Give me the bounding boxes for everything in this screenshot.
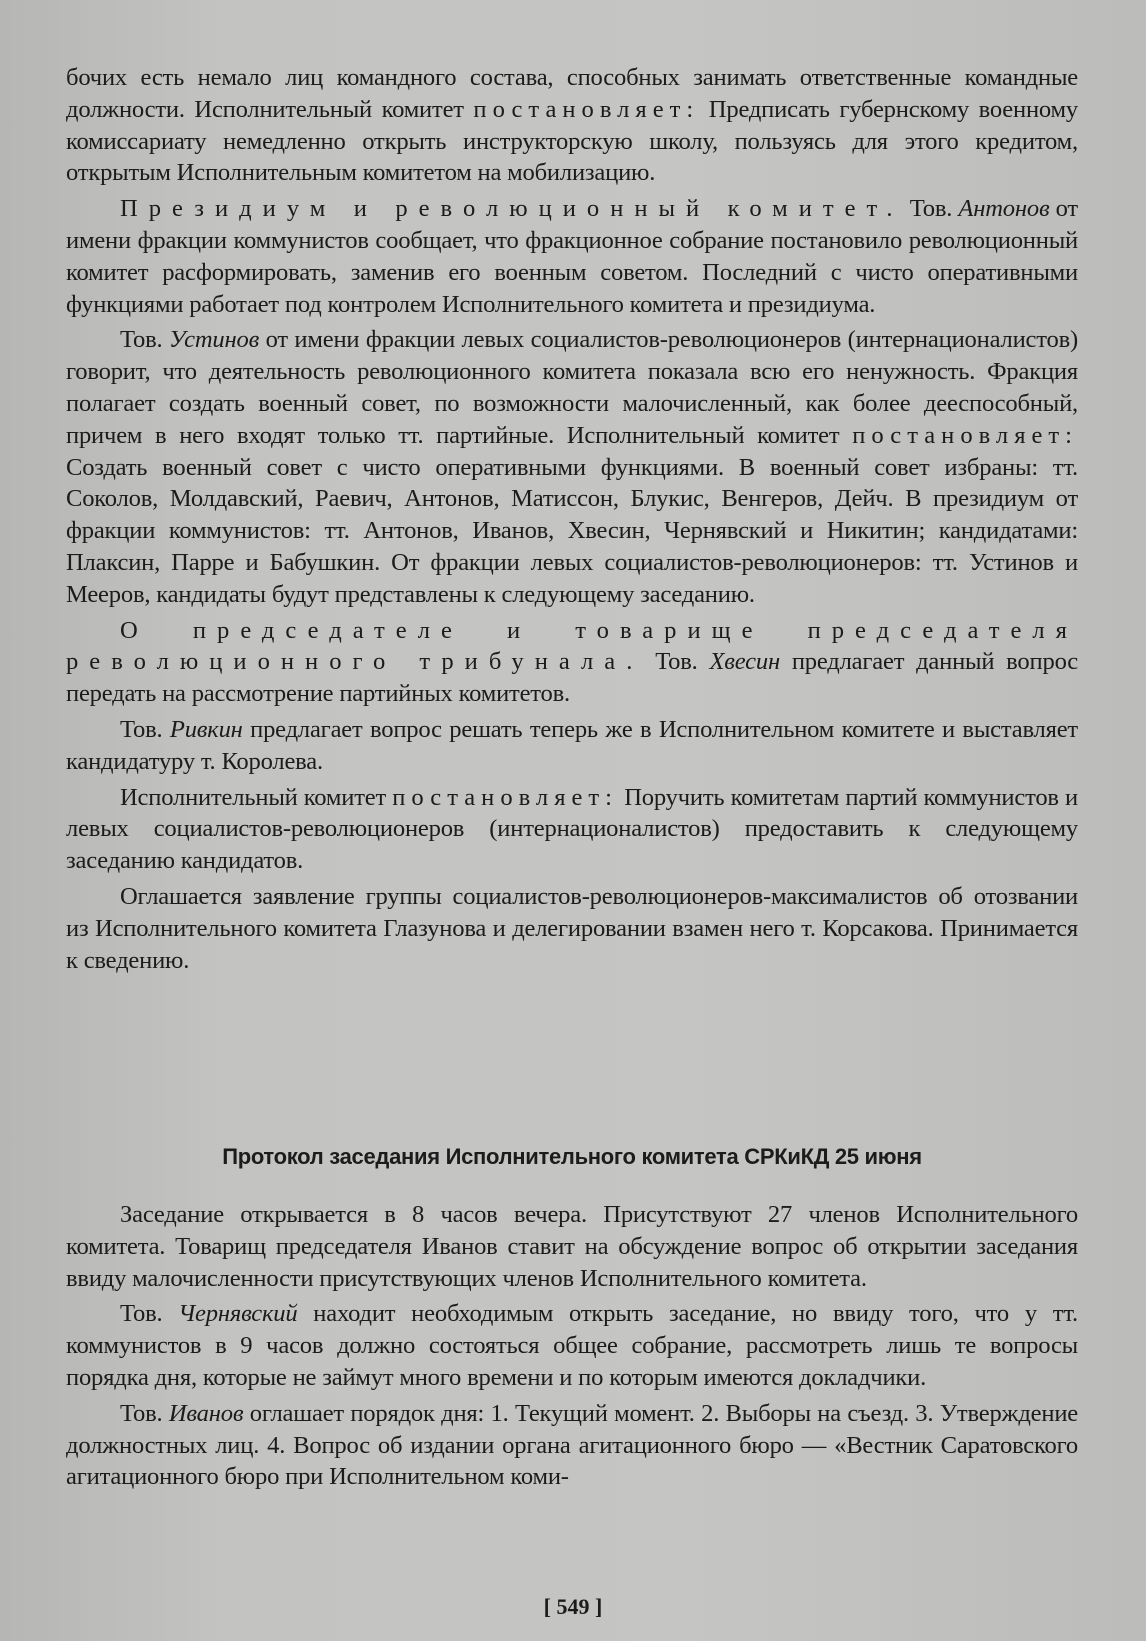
text-run: Тов. bbox=[120, 715, 170, 743]
spaced-emphasis: постановляет: bbox=[852, 421, 1078, 449]
speaker-name: Антонов bbox=[958, 195, 1050, 223]
text-run: Тов. bbox=[120, 1300, 179, 1328]
page-number: [ 549 ] bbox=[543, 1594, 603, 1619]
text-run: от имени фракции левых социалистов-революционеров (интернационалистов) говорит, что деятельность революционного комитета показала всю его ненужность. Фракция полагает создать военный совет, по возможности малочисленный, как более дееспособный, причем в него входят только тт. партийные. Исполнительный комитет bbox=[66, 326, 1078, 449]
protocol-heading: Протокол заседания Исполнительного комитета СРКиКД 25 июня bbox=[222, 1144, 922, 1169]
speaker-name: Хвесин bbox=[709, 648, 780, 676]
top-text-block bbox=[66, 62, 1078, 980]
paragraph bbox=[66, 193, 1078, 320]
speaker-name: Устинов bbox=[168, 326, 260, 354]
spaced-emphasis: постановляет: bbox=[392, 783, 619, 811]
spaced-emphasis: постановляет: bbox=[473, 95, 700, 123]
paragraph bbox=[66, 714, 1078, 778]
paragraph bbox=[66, 782, 1078, 877]
section-subheading: О председателе и товарище председателя революционного трибунала. bbox=[66, 616, 1078, 676]
text-run: от имени фракции коммунистов сообщает, что фракционное собрание постановило революционный комитет расформировать, заменив его военным советом. Последний с чисто оперативными функциями работает под контролем Исполнительного комитета и президиума. bbox=[66, 195, 1078, 318]
paragraph bbox=[66, 62, 1078, 189]
paragraph bbox=[66, 324, 1078, 610]
text-run: Оглашается заявление группы социалистов-революционеров-максималистов об отозвании из Исполнительного комитета Глазунова и делегировании взамен него т. Корсакова. Принимается к сведению. bbox=[66, 882, 1078, 974]
paragraph bbox=[66, 1298, 1078, 1393]
text-run: Заседание открывается в 8 часов вечера. Присутствуют 27 членов Исполнительного комитета. Товарищ председателя Иванов ставит на обсуждение вопрос об открытии заседания ввиду малочисленности присутствующих членов Исполнительного комитета. bbox=[66, 1201, 1078, 1292]
text-run: Тов. bbox=[120, 326, 169, 354]
paragraph bbox=[66, 1398, 1078, 1493]
text-run: находит необходимым открыть заседание, но ввиду того, что у тт. коммунистов в 9 часов должно состояться общее собрание, рассмотреть лишь те вопросы порядка дня, которые не займут много времени и по которым имеются докладчики. bbox=[66, 1300, 1078, 1391]
text-run: предлагает вопрос решать теперь же в Исполнительном комитете и выставляет кандидатуру т. Королева. bbox=[66, 715, 1078, 775]
text-run: бочих есть немало лиц командного состава, способных занимать ответственные командные должности. Исполнительный комитет bbox=[66, 64, 1078, 123]
text-run: оглашает порядок дня: 1. Текущий момент. 2. Выборы на съезд. 3. Утверждение должностных лиц. 4. Вопрос об издании органа агитационного бюро — «Вестник Саратовского агитационного бюро при Исполнительном коми- bbox=[66, 1399, 1078, 1491]
paragraph bbox=[66, 1199, 1078, 1294]
section-subheading: Президиум и революционный комитет. bbox=[120, 195, 904, 223]
bottom-text-block bbox=[66, 1199, 1078, 1497]
text-run: Тов. bbox=[643, 648, 710, 676]
text-run: Создать военный совет с чисто оперативными функциями. В военный совет избраны: тт. Соколов, Молдавский, Раевич, Антонов, Матиссон, Блукис, Венгеров, Дейч. В президиум от фракции коммунистов: тт. Антонов, Иванов, Хвесин, Чернявский и Никитин; кандидатами: Плаксин, Парре и Бабушкин. От фракции левых социалистов-революционеров: тт. Устинов и Мееров, кандидаты будут представлены к следующему заседанию. bbox=[66, 453, 1078, 608]
text-run: предлагает данный вопрос передать на рассмотрение партийных комитетов. bbox=[66, 648, 1078, 708]
text-run: Исполнительный комитет bbox=[120, 783, 393, 811]
paragraph bbox=[66, 881, 1078, 976]
speaker-name: Ривкин bbox=[169, 715, 243, 743]
paragraph bbox=[66, 615, 1078, 710]
text-run: Предписать губернскому военному комиссариату немедленно открыть инструкторскую школу, пользуясь для этого кредитом, открытым Исполнительным комитетом на мобилизацию. bbox=[66, 95, 1078, 187]
text-run: Тов. bbox=[120, 1399, 169, 1427]
text-run: Поручить комитетам партий коммунистов и левых социалистов-революционеров (интернационалистов) предоставить к следующему заседанию кандидатов. bbox=[66, 783, 1078, 875]
speaker-name: Чернявский bbox=[178, 1300, 298, 1328]
speaker-name: Иванов bbox=[168, 1399, 244, 1427]
text-run: Тов. bbox=[903, 195, 959, 223]
